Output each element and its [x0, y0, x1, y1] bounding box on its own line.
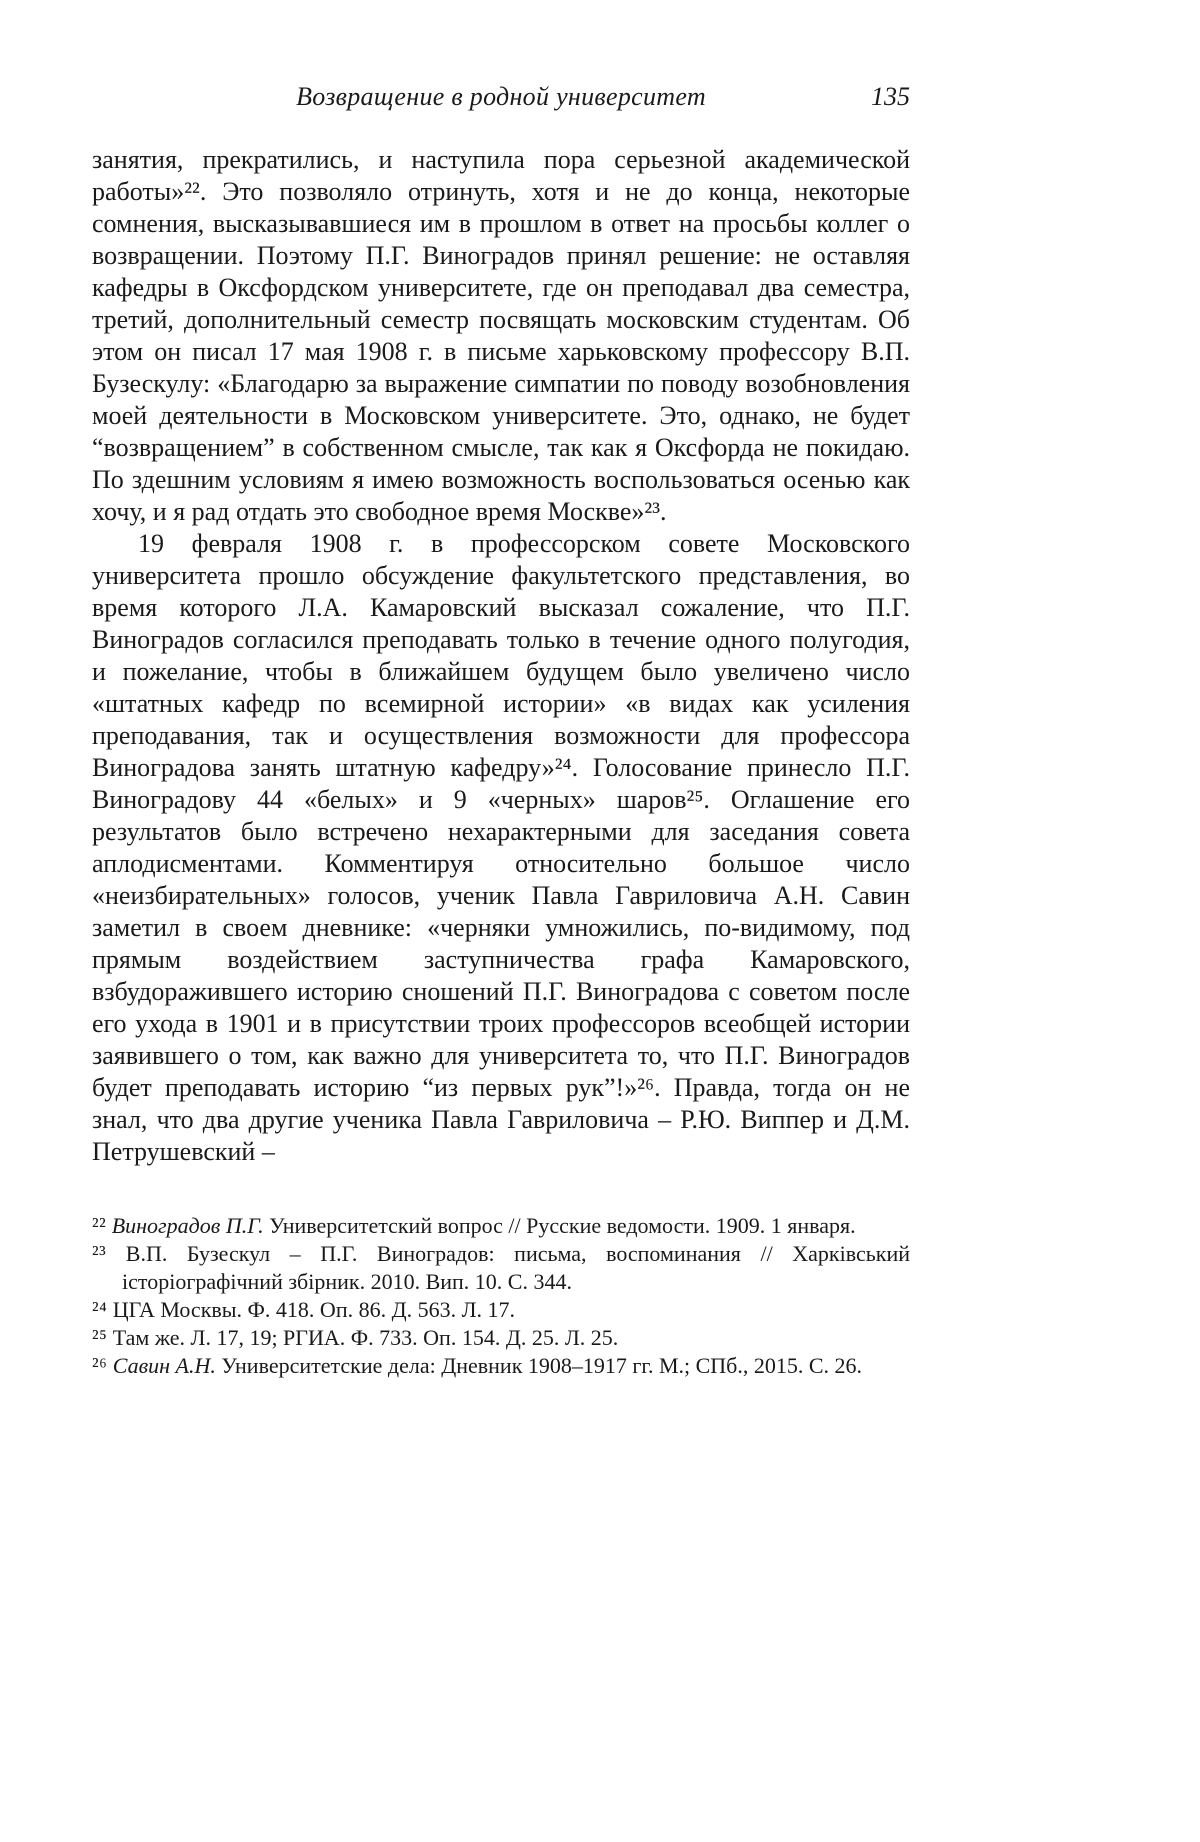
footnotes-section	[92, 1212, 910, 1380]
footnote	[92, 1296, 910, 1324]
footnote-author: Савин А.Н.	[112, 1353, 216, 1378]
footnote-marker: ²⁶	[92, 1353, 108, 1378]
paragraph: занятия, прекратились, и наступила пора серьезной академической работы»²². Это позволяло отринуть, хотя и не до конца, некоторые сомнения, высказывавшиеся им в прошлом в ответ на просьбы коллег о возвращении. Поэтому П.Г. Виноградов принял решение: не оставляя кафедры в Оксфордском университете, где он преподавал два семестра, третий, дополнительный семестр посвящать московским студентам. Об этом он писал 17 мая 1908 г. в письме харьковскому профессору В.П. Бузескулу: «Благодарю за выражение симпатии по поводу возобновления моей деятельности в Московском университете. Это, однако, не будет “возвращением” в собственном смысле, так как я Оксфорда не покидаю. По здешним условиям я имею возможность воспользоваться осенью как хочу, и я рад отдать это свободное время Москве»²³.	[92, 145, 910, 526]
footnote-text: Там же. Л. 17, 19; РГИА. Ф. 733. Оп. 154. Д. 25. Л. 25.	[112, 1325, 619, 1350]
footnote-text: Университетский вопрос // Русские ведомости. 1909. 1 января.	[269, 1213, 856, 1238]
body-text	[92, 144, 910, 1168]
footnote	[92, 1212, 910, 1240]
footnote-marker: ²³	[92, 1241, 107, 1266]
footnote-author: Виноградов П.Г.	[111, 1213, 264, 1238]
footnote-marker: ²²	[92, 1213, 107, 1238]
footnote-marker: ²⁵	[92, 1325, 108, 1350]
footnote	[92, 1324, 910, 1352]
footnote	[92, 1240, 910, 1296]
page-number: 135	[871, 82, 910, 111]
text-block	[92, 82, 910, 1380]
footnote-text: ЦГА Москвы. Ф. 418. Оп. 86. Д. 563. Л. 17.	[112, 1297, 516, 1322]
footnote-text: В.П. Бузескул – П.Г. Виноградов: письма, воспоминания // Харківський історіографічний збірник. 2010. Вип. 10. С. 344.	[122, 1241, 910, 1294]
footnote-marker: ²⁴	[92, 1297, 108, 1322]
paragraph: 19 февраля 1908 г. в профессорском совете Московского университета прошло обсуждение факультетского представления, во время которого Л.А. Камаровский высказал сожаление, что П.Г. Виноградов согласился преподавать только в течение одного полугодия, и пожелание, чтобы в ближайшем будущем было увеличено число «штатных кафедр по всемирной истории» «в видах как усиления преподавания, так и осуществления возможности для профессора Виноградова занять штатную кафедру»²⁴. Голосование принесло П.Г. Виноградову 44 «белых» и 9 «черных» шаров²⁵. Оглашение его результатов было встречено нехарактерными для заседания совета аплодисментами. Комментируя относительно большое число «неизбирательных» голосов, ученик Павла Гавриловича А.Н. Савин заметил в своем дневнике: «черняки умножились, по-видимому, под прямым воздействием заступничества графа Камаровского, взбудоражившего историю сношений П.Г. Виноградова с советом после его ухода в 1901 и в присутствии троих профессоров всеобщей истории заявившего о том, как важно для университета то, что П.Г. Виноградов будет преподавать историю “из первых рук”!»²⁶. Правда, тогда он не знал, что два другие ученика Павла Гавриловича – Р.Ю. Виппер и Д.М. Петрушевский –	[92, 529, 910, 1166]
footnote	[92, 1352, 910, 1380]
running-head	[92, 82, 910, 116]
running-title: Возвращение в родной университет	[296, 82, 706, 111]
footnote-text: Университетские дела: Дневник 1908–1917 гг. М.; СПб., 2015. С. 26.	[221, 1353, 863, 1378]
